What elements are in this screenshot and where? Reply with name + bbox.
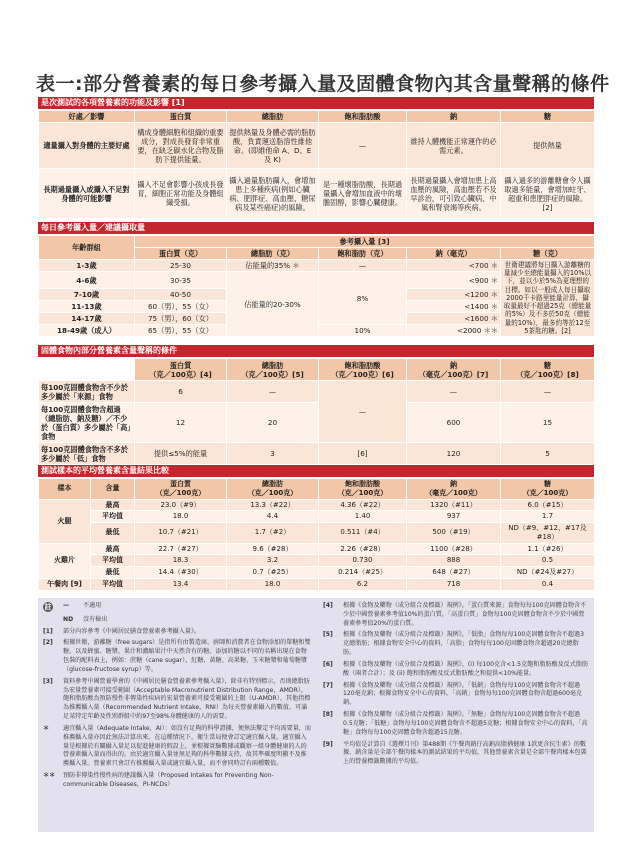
sample-label: 午餐肉 [9] (39, 578, 91, 590)
note-text: 平均值是計算自《選擇月刊》第488期《午餐肉鈉仔高鈉高脂猶健康 1款更含抗生素》的數據，鈉含量是全部午餐肉樣本的測試結果的平均值，其他營養素含量是全部午餐肉樣本包裝上的營養標籤數據的平均值。 (343, 740, 587, 766)
row-label: 長期過量攝入或攝入不足對身體的可能影響 (39, 169, 135, 219)
note-key: [5] (323, 631, 333, 639)
sample-label: 火腿 (39, 499, 91, 543)
table-cell: 648（#27） (407, 567, 501, 579)
table-cell: 佔能量的35% ＊ (227, 260, 319, 272)
note-text: 資料參考中國營養學會的《中國居民膳食營養素參考攝入量》，除非有特別標示，否則總脂肪為宏量營養素可接受範圍（Acceptable Macronutrient Distribution Range，AMDR），飽和脂肪酸為預防慢性非傳染性疾病的宏量營養素可接受範圍的上限（U-AMDR），其他指標為推薦攝入量（Recommended Nutrient Intake，RNI）為每天營養素攝入的數值，可滿足某特定年齡及性別群組中約97至98%身體健康的人的需要。 (63, 677, 311, 721)
table-cell: 14.4（#30） (135, 567, 227, 579)
col-header: 鈉 （毫克／100克） (407, 479, 501, 500)
col-header: 鈉 (407, 111, 501, 123)
table-cell: 構成身體細胞和組織的重要成分，對成長發育非常重要，在缺乏碳水化合物及脂肪下提供能量。 (135, 123, 227, 169)
table-cell: 10% (319, 325, 407, 337)
table-cell: 6.0（#15） (501, 499, 595, 511)
table-cell: 75（男），60（女） (135, 313, 227, 325)
note-text: 根據《食物及藥物（成分組合及標籤）規例》，「低鈉」食物每每100克固體食物含不超過120毫克鈉；根據食物安全中心的資料，「高鈉」食物每每100克固體食物含超過600毫克鈉。 (343, 681, 583, 707)
table-cell: 22.7（#27） (135, 543, 227, 555)
table-cell: 1.1（#26） (501, 543, 595, 555)
table-cell: 500（#19） (407, 523, 501, 544)
table-cell: <700 ＊ (407, 260, 501, 272)
table-cell: 13.4 (135, 578, 227, 590)
table-cell: 13.3（#22） (227, 499, 319, 511)
table-cell: 12 (135, 403, 227, 443)
functions-table (38, 110, 595, 219)
stat-label: 最高 (91, 499, 135, 511)
table-cell: — (227, 381, 319, 403)
note-key: [9] (323, 740, 333, 748)
table-header (39, 479, 595, 500)
age-label: 7-10歲 (39, 289, 135, 301)
table-cell: 2.26（#28） (319, 543, 407, 555)
col-header: 總脂肪 （克／100克）[5] (227, 359, 319, 381)
note-text: 適宜攝入量（Adequate Intake，AI）：如沒有足夠的科學證據，便無法釐定平均需要量，而推薦攝入量亦因此無法計算出來。在這種情況下，衛生當局便會訂定適宜攝入量。適宜攝入量是根據於有關攝入量足以促進健康的假設上，並根據實驗數據或觀察一組身體健康的人的營養素攝入量而得出的。由於適宜攝入量並無足夠的科學數據支持，故其準確度明顯不及推薦攝入量。營養素只會訂有推薦攝入量或適宜攝入量，而不會同時訂有兩種數值。 (63, 724, 311, 768)
table-cell: 1.7（#2） (227, 523, 319, 544)
col-header: 含量 (91, 479, 135, 500)
note-key: ＊＊ (43, 772, 56, 780)
col-header: 糖 （克／100克）[8] (501, 359, 595, 381)
col-header: 蛋白質 （克／100克）[4] (135, 359, 227, 381)
note-text: 預防非傳染性慢性病的建議攝入量（Proposed Intakes for Preventing Non-communicable Diseases，PI-NCDs） (63, 772, 274, 788)
table-row (39, 260, 595, 272)
table-cell: — (407, 381, 501, 403)
age-label: 4-6歲 (39, 272, 135, 289)
col-header: 飽和脂肪（克） (319, 248, 407, 260)
col-header: 蛋白質 (135, 111, 227, 123)
table-cell: 40-50 (135, 289, 227, 301)
row-label: 適量攝入對身體的主要好處 (39, 123, 135, 169)
table-cell: [6] (319, 443, 407, 465)
stat-label: 平均值 (91, 555, 135, 567)
results-table (38, 478, 595, 591)
col-header: 糖 (501, 111, 595, 123)
table-cell: 維持人體機能正常運作的必需元素。 (407, 123, 501, 169)
table-row (39, 543, 595, 555)
note-text: 根據《食物及藥物（成分組合及標籤）規例》，「蛋白質來源」食物每每100克固體食物含不少於中國營養素參考值10%的蛋白質，「高蛋白質」食物每100克固體食物含不少於中國營養素參考值20%的蛋白質。 (343, 602, 587, 627)
table-cell: 1.40 (319, 511, 407, 523)
row-label: 每100克固體食物含不多於多少屬於「低」食物 (39, 443, 135, 465)
note-item (323, 711, 589, 737)
col-header: 鈉（毫克） (407, 248, 501, 260)
table-cell: <1200 ＊ (407, 289, 501, 301)
note-item (323, 741, 589, 767)
note-text: 根據《食物及藥物（成分組合及標籤）規例》，「無糖」食物每每100克固體食物含不超過0.5克糖；「低糖」食物每每100克固體食物含不超過5克糖；根據食物安全中心的資料，「高糖」食物每每100克固體食物含超過15克糖。 (343, 711, 588, 736)
table-cell: 提供≤5%的能量 (135, 443, 227, 465)
table-cell: 是一種壞脂肪酸，長期過量攝入會增加血液中的壞膽固醇，影響心臟健康。 (319, 169, 407, 219)
section-heading-functions: 是次測試的各項營養素的功能及影響 [1] (38, 97, 594, 109)
table-row (39, 523, 595, 544)
note-key: ND (63, 615, 74, 623)
table-cell: 提供熱量 (501, 123, 595, 169)
table-cell: <900 ＊ (407, 272, 501, 289)
table-row (39, 499, 595, 511)
table-cell: 0.511（#4） (319, 523, 407, 544)
row-label: 每100克固體食物含不少於多少屬於「來源」食物 (39, 381, 135, 403)
section-heading-claims: 固體食物內部分營養素含量聲稱的條件 (38, 345, 594, 357)
table-cell: — (319, 381, 407, 443)
table-cell: 4.4 (227, 511, 319, 523)
table-cell: <1400 ＊ (407, 301, 501, 313)
table-cell: 18.3 (135, 555, 227, 567)
row-label: 每100克固體食物含超過（總脂肪、鈉及糖）／不少於（蛋白質）多少屬於「高」食物 (39, 403, 135, 443)
table-cell: 0.5 (501, 555, 595, 567)
table-cell: 65（男），55（女） (135, 325, 227, 337)
note-item (43, 772, 311, 790)
table-cell: 937 (407, 511, 501, 523)
table-cell: 18.0 (135, 511, 227, 523)
age-label: 11-13歲 (39, 301, 135, 313)
col-header: 糖 （克／100克） (501, 479, 595, 500)
note-item (323, 682, 589, 708)
table-row (39, 578, 595, 590)
note-item (323, 602, 589, 628)
table-cell: <2000 ＊＊ (407, 325, 501, 337)
table-cell: 6 (135, 381, 227, 403)
table-cell: 10.7（#21） (135, 523, 227, 544)
age-label: 1-3歲 (39, 260, 135, 272)
table-cell: — (501, 381, 595, 403)
table-cell: 3 (227, 443, 319, 465)
col-header: 飽和脂肪酸 （克／100克）[6] (319, 359, 407, 381)
table-cell: 23.0（#9） (135, 499, 227, 511)
table-row (39, 567, 595, 579)
table-cell: 4.36（#22） (319, 499, 407, 511)
note-item (43, 602, 311, 613)
note-key: [6] (323, 660, 333, 668)
table-cell: 3.2 (227, 555, 319, 567)
note-text: 根據《食物及藥物（成分組合及標籤）規例》，(i) 每100克含<1.5克飽和脂肪酸及反式脂肪酸（兩者合計）；及 (ii) 飽和脂肪酸及反式脂肪酸之和提供<10%能量。 (343, 660, 589, 677)
table-cell: 888 (407, 555, 501, 567)
table-cell: 120 (407, 443, 501, 465)
page-title: 表一:部分營養素的每日參考攝入量及固體食物內其含量聲稱的條件 (36, 73, 610, 95)
sugar-recommendation: 世衛建議將每日攝入游離糖的量減少至總能量攝入的10%以下，並以少於5%為更理想的目標。如以一般成人每日攝取2000千卡路里能量計算，攝取量最好不超過25克（總能量的5%）及不多於50克（總能量的10%），最多約等於12至5茶匙的糖。[2] (501, 260, 595, 337)
note-text: 部分內容參考《中國居民膳食營養素參考攝入量》。 (63, 627, 201, 635)
table-row (39, 123, 595, 169)
table-cell: — (319, 260, 407, 272)
table-cell: 攝入不足會影響小孩成長發育，細胞正常功能及身體組織受損。 (135, 169, 227, 219)
note-item (43, 639, 311, 674)
table-cell: 6.2 (319, 578, 407, 590)
note-key: — (63, 602, 70, 609)
table-cell: 0.4 (501, 578, 595, 590)
table-cell: 8% (319, 272, 407, 325)
table-header (39, 359, 595, 381)
table-cell: 60（男），55（女） (135, 301, 227, 313)
note-badge: 註 (44, 603, 52, 611)
stat-label: 最高 (91, 543, 135, 555)
note-text: 沒有檢出 (83, 615, 108, 623)
stat-label: 最低 (91, 523, 135, 544)
note-item (43, 628, 311, 637)
note-item (43, 616, 311, 625)
table-row (39, 169, 595, 219)
stat-label: 平均值 (91, 511, 135, 523)
col-header: 好處／影響 (39, 111, 135, 123)
table-cell: 5 (501, 443, 595, 465)
claims-table (38, 358, 595, 465)
note-key: [1] (43, 627, 53, 635)
table-row (39, 403, 595, 443)
col-header: 飽和脂肪酸 (319, 111, 407, 123)
table-cell: — (319, 123, 407, 169)
table-cell: 1320（#11） (407, 499, 501, 511)
note-key: [7] (323, 681, 333, 689)
age-label: 18-49歲（成人） (39, 325, 135, 337)
table-cell: 1.7 (501, 511, 595, 523)
notes-left-column (43, 602, 311, 793)
note-key: [3] (43, 677, 53, 685)
section-heading-intake: 每日參考攝入量／建議攝取量 (38, 222, 594, 234)
table-cell: 攝入過量脂肪攝入，會增加患上多種疾病(例如心臟病、肥胖症、高血壓、糖尿病及某些癌症)的風險。 (227, 169, 319, 219)
note-item (43, 678, 311, 722)
table-cell: 0.214（#25） (319, 567, 407, 579)
col-header: 蛋白質（克） (135, 248, 227, 260)
stat-label: 平均值 (91, 578, 135, 590)
table-cell: 1100（#28） (407, 543, 501, 555)
table-cell: 攝入過多的游離糖會令人攝取過多能量，會增加蛀牙、超重和患肥胖症的風險。[2] (501, 169, 595, 219)
table-cell: 0.7（#25） (227, 567, 319, 579)
age-label: 14-17歲 (39, 313, 135, 325)
table-header (39, 111, 595, 123)
table-cell: ND（#24及#27） (501, 567, 595, 579)
table-cell: 9.6（#28） (227, 543, 319, 555)
note-item (43, 725, 311, 769)
note-text: 不適用 (83, 602, 102, 609)
note-key: ＊ (43, 724, 50, 732)
table-cell: 提供熱量及身體必需的脂肪酸，負責運送脂溶性維他命。(即維他命 A、D、E 及 K) (227, 123, 319, 169)
ref-intake-header: 參考攝入量 [3] (135, 236, 595, 248)
table-cell: <1600 ＊ (407, 313, 501, 325)
note-key: [2] (43, 639, 53, 647)
note-item (323, 631, 589, 657)
table-cell: 718 (407, 578, 501, 590)
note-item (323, 661, 589, 679)
col-header: 糖（克） (501, 248, 595, 260)
sample-label: 火雞片 (39, 543, 91, 578)
table-cell: ND（#9、#12、#17及#18） (501, 523, 595, 544)
col-header: 蛋白質 （克／100克） (135, 479, 227, 500)
col-header: 總脂肪（克） (227, 248, 319, 260)
col-header: 飽和脂肪酸 （克／100克） (319, 479, 407, 500)
table-cell: 佔能量的20-30% (227, 272, 319, 337)
table-cell: 18.0 (227, 578, 319, 590)
note-key: [4] (323, 602, 333, 609)
table-cell: 長期過量攝入會增加患上高血壓的風險，高血壓若不及早診治，可引致心臟病、中風和腎衰竭等疾病。 (407, 169, 501, 219)
table-cell: 25-30 (135, 260, 227, 272)
col-header: 鈉 （毫克／100克）[7] (407, 359, 501, 381)
col-header: 總脂肪 (227, 111, 319, 123)
note-key: [8] (323, 711, 333, 719)
table-row (39, 511, 595, 523)
table-row (39, 381, 595, 403)
table-cell: 30-35 (135, 272, 227, 289)
note-text: 根據《食物及藥物（成分組合及標籤）規例》，「低脂」食物每每100克固體食物含不超過3克總脂肪；根據食物安全中心的資料，「高脂」食物每每100克固體食物含超過20克總脂肪。 (343, 631, 584, 657)
section-heading-results: 測試樣本的平均營養素含量結果比較 (38, 465, 594, 477)
notes-panel (38, 598, 594, 832)
stat-label: 最低 (91, 567, 135, 579)
table-cell: 0.730 (319, 555, 407, 567)
intake-table (38, 235, 595, 337)
col-header: 總脂肪 （克／100克） (227, 479, 319, 500)
table-row (39, 443, 595, 465)
table-row (39, 555, 595, 567)
note-text: 根據世衛，游離糖（free sugars）是指所有由製造商、廚師和消費者在食物添加的單糖和雙糖，以及蜂蜜、糖漿、果汁和濃縮果汁中天然含有的糖。添加的糖以不同的名稱出現在食物包裝的配料表上，例如：蔗糖（cane sugar）、紅糖、黃糖、高果糖、玉米糖漿和葡萄糖漿（glucose-fructose syrup）等。 (63, 639, 311, 673)
table-cell: 20 (227, 403, 319, 443)
notes-right-column (323, 602, 589, 770)
table-cell: 15 (501, 403, 595, 443)
col-header: 樣本 (39, 479, 91, 500)
table-cell: 600 (407, 403, 501, 443)
age-group-header: 年齡群組 (39, 236, 135, 260)
